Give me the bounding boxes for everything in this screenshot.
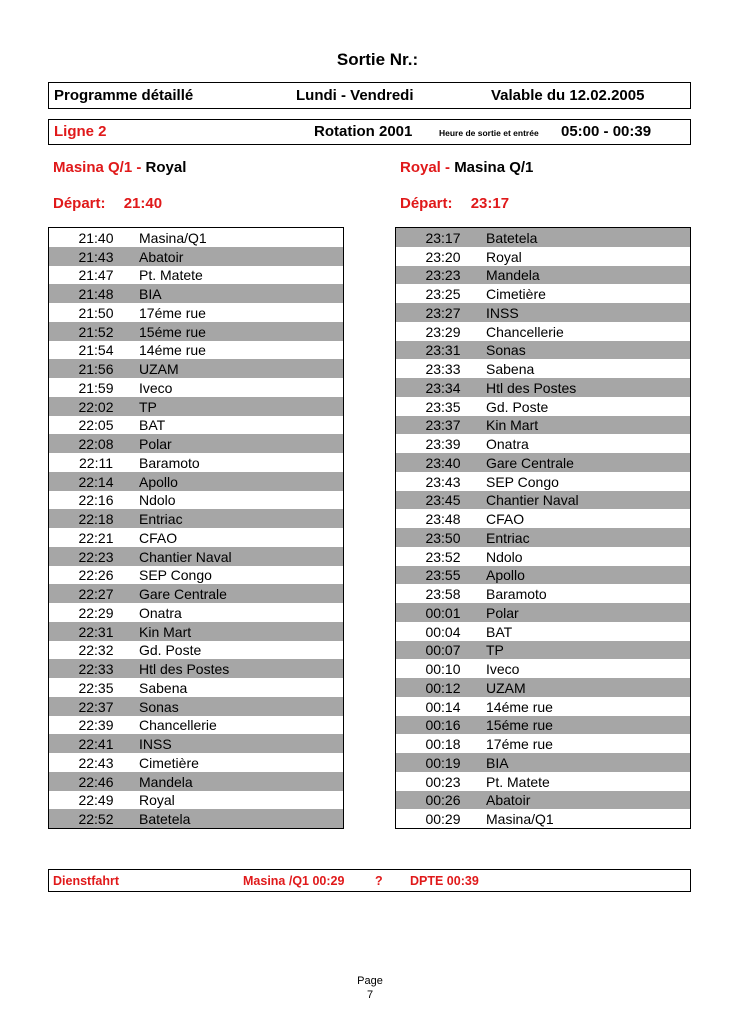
time-cell: 21:40	[78, 229, 114, 246]
time-cell: 23:34	[396, 378, 479, 397]
stop-cell: Entriac	[478, 528, 691, 547]
stop-cell: Iveco	[486, 661, 520, 677]
time-cell: 22:11	[79, 454, 113, 471]
table-row	[396, 284, 691, 303]
time-cell: 22:18	[49, 509, 132, 528]
table-row	[49, 734, 344, 753]
time-cell: 22:33	[49, 659, 132, 678]
table-row	[49, 453, 344, 472]
time-cell: 00:19	[396, 753, 479, 772]
right-depart-label: Départ:	[400, 195, 453, 212]
time-cell: 23:27	[396, 303, 479, 322]
programme-label: Programme détaillé	[54, 87, 194, 104]
table-row	[49, 247, 344, 266]
table-row	[396, 641, 691, 660]
stop-cell: Iveco	[139, 379, 173, 396]
left-route-title	[53, 159, 186, 176]
table-row	[49, 228, 344, 247]
stop-cell: Masina/Q1	[139, 229, 207, 246]
table-row	[396, 678, 691, 697]
table-row	[49, 678, 344, 697]
time-cell: 23:25	[425, 286, 461, 302]
time-cell: 00:14	[425, 698, 461, 715]
stop-cell: Gd. Poste	[139, 642, 202, 659]
table-row	[396, 659, 691, 678]
time-cell: 22:49	[78, 792, 114, 809]
time-cell: 22:02	[49, 397, 132, 416]
stop-cell: Ndolo	[486, 548, 523, 565]
stop-cell: TP	[131, 397, 344, 416]
programme-header	[48, 82, 691, 109]
time-cell: 22:21	[78, 529, 114, 546]
table-row	[396, 547, 691, 566]
left-route-to: Royal	[145, 159, 187, 176]
time-cell: 23:35	[425, 398, 461, 415]
table-row	[396, 772, 691, 791]
stop-cell: Cimetière	[139, 754, 199, 771]
time-cell: 21:56	[49, 359, 132, 378]
stop-cell: CFAO	[486, 511, 525, 527]
time-cell: 00:04	[425, 623, 461, 640]
dienstfahrt-footer	[48, 869, 691, 892]
time-cell: 22:05	[78, 417, 114, 434]
stop-cell: Kin Mart	[478, 416, 691, 435]
stop-cell: Sabena	[139, 679, 188, 696]
stop-cell: 17éme rue	[139, 304, 206, 321]
stop-cell: Htl des Postes	[478, 378, 691, 397]
time-cell: 23:39	[425, 436, 461, 452]
time-cell: 22:32	[78, 642, 114, 659]
time-cell: 00:12	[396, 678, 479, 697]
stop-cell: 15éme rue	[478, 716, 691, 735]
rotation-label: Rotation 2001	[314, 123, 413, 140]
table-row	[49, 584, 344, 603]
table-row	[396, 734, 691, 753]
page-label: Page	[357, 975, 383, 987]
time-cell: 00:26	[396, 791, 479, 810]
stop-cell: 15éme rue	[131, 322, 344, 341]
stop-cell: Baramoto	[139, 454, 200, 471]
table-row	[396, 228, 691, 247]
table-row	[396, 809, 691, 828]
stop-cell: Chantier Naval	[131, 547, 344, 566]
table-row	[49, 659, 344, 678]
stop-cell: Sonas	[478, 341, 691, 360]
stop-cell: BIA	[478, 753, 691, 772]
table-row	[396, 753, 691, 772]
time-cell: 22:16	[78, 492, 114, 509]
stop-cell: Polar	[478, 603, 691, 622]
table-row	[396, 266, 691, 285]
stop-cell: Kin Mart	[131, 622, 344, 641]
table-row	[396, 566, 691, 585]
valid-label: Valable du 12.02.2005	[491, 87, 645, 104]
table-row	[396, 472, 691, 491]
stop-cell: Gare Centrale	[131, 584, 344, 603]
right-route-from: Royal -	[400, 159, 451, 176]
time-cell: 22:08	[49, 434, 132, 453]
dienstfahrt-mark: ?	[375, 874, 383, 888]
stop-cell: INSS	[131, 734, 344, 753]
time-cell: 22:31	[49, 622, 132, 641]
table-row	[49, 603, 344, 622]
time-cell: 00:29	[425, 811, 461, 827]
stop-cell: Abatoir	[131, 247, 344, 266]
stop-cell: Polar	[131, 434, 344, 453]
table-row	[49, 434, 344, 453]
table-row	[396, 378, 691, 397]
time-cell: 23:29	[425, 323, 461, 340]
stop-cell: 17éme rue	[486, 736, 553, 752]
table-row	[396, 359, 691, 378]
time-cell: 00:01	[396, 603, 479, 622]
time-cell: 21:52	[49, 322, 132, 341]
time-cell: 22:43	[78, 754, 114, 771]
table-row	[49, 284, 344, 303]
time-cell: 22:52	[49, 809, 132, 828]
time-cell: 00:18	[425, 736, 461, 752]
table-row	[396, 491, 691, 510]
left-depart-time: 21:40	[123, 195, 163, 212]
hours-label: Heure de sortie et entrée	[439, 128, 539, 138]
dienstfahrt-dpte: DPTE 00:39	[410, 874, 479, 888]
right-timetable	[395, 227, 691, 829]
table-row	[396, 697, 691, 716]
time-cell: 21:50	[78, 304, 114, 321]
stop-cell: Entriac	[131, 509, 344, 528]
right-depart-time: 23:17	[470, 195, 510, 212]
table-row	[49, 697, 344, 716]
left-route-from: Masina Q/1 -	[53, 159, 142, 176]
stop-cell: Mandela	[131, 772, 344, 791]
time-cell: 22:14	[49, 472, 132, 491]
time-cell: 00:07	[396, 641, 479, 660]
stop-cell: BAT	[139, 417, 166, 434]
time-cell: 23:50	[396, 528, 479, 547]
stop-cell: Sabena	[486, 361, 535, 377]
stop-cell: Royal	[139, 792, 175, 809]
stop-cell: Onatra	[139, 604, 182, 621]
table-row	[396, 584, 691, 603]
stop-cell: Batetela	[131, 809, 344, 828]
table-row	[49, 266, 344, 285]
table-row	[49, 716, 344, 735]
table-row	[49, 322, 344, 341]
table-row	[396, 247, 691, 266]
table-row	[396, 716, 691, 735]
stop-cell: Sonas	[131, 697, 344, 716]
stop-cell: 14éme rue	[486, 698, 553, 715]
time-cell: 23:31	[396, 341, 479, 360]
time-cell: 22:23	[49, 547, 132, 566]
table-row	[49, 622, 344, 641]
table-row	[49, 303, 344, 322]
stop-cell: INSS	[478, 303, 691, 322]
stop-cell: Mandela	[478, 266, 691, 285]
table-row	[396, 434, 691, 453]
dienstfahrt-label: Dienstfahrt	[53, 874, 119, 888]
stop-cell: BIA	[131, 284, 344, 303]
table-row	[396, 622, 691, 641]
stop-cell: Chantier Naval	[478, 491, 691, 510]
table-row	[396, 303, 691, 322]
stop-cell: Masina/Q1	[486, 811, 554, 827]
table-row	[396, 791, 691, 810]
stop-cell: 14éme rue	[139, 342, 206, 359]
stop-cell: Baramoto	[486, 586, 547, 602]
table-row	[49, 791, 344, 810]
time-cell: 22:46	[49, 772, 132, 791]
stop-cell: Chancellerie	[139, 717, 217, 734]
stop-cell: Pt. Matete	[486, 773, 550, 790]
time-cell: 23:17	[396, 228, 479, 247]
table-row	[49, 341, 344, 360]
time-cell: 23:48	[425, 511, 461, 527]
table-row	[49, 566, 344, 585]
stop-cell: Onatra	[486, 436, 529, 452]
table-row	[396, 397, 691, 416]
time-cell: 23:52	[425, 548, 461, 565]
left-timetable	[48, 227, 344, 829]
hours-value: 05:00 - 00:39	[561, 123, 652, 140]
time-cell: 22:29	[78, 604, 114, 621]
stop-cell: BAT	[486, 623, 513, 640]
stop-cell: TP	[478, 641, 691, 660]
time-cell: 23:55	[396, 566, 479, 585]
time-cell: 22:27	[49, 584, 132, 603]
table-row	[49, 472, 344, 491]
time-cell: 21:48	[49, 284, 132, 303]
line-header	[48, 119, 691, 145]
time-cell: 23:37	[396, 416, 479, 435]
time-cell: 21:43	[49, 247, 132, 266]
time-cell: 23:43	[425, 473, 461, 490]
table-row	[396, 322, 691, 341]
table-row	[49, 397, 344, 416]
stop-cell: CFAO	[139, 529, 178, 546]
stop-cell: Htl des Postes	[131, 659, 344, 678]
time-cell: 00:10	[425, 661, 461, 677]
stop-cell: Chancellerie	[486, 323, 564, 340]
table-row	[49, 359, 344, 378]
table-row	[49, 547, 344, 566]
table-row	[396, 341, 691, 360]
table-row	[396, 453, 691, 472]
time-cell: 21:47	[78, 267, 114, 284]
stop-cell: Apollo	[131, 472, 344, 491]
stop-cell: Abatoir	[478, 791, 691, 810]
time-cell: 00:16	[396, 716, 479, 735]
line-label: Ligne 2	[54, 123, 107, 140]
table-row	[49, 491, 344, 510]
stop-cell: Royal	[486, 248, 522, 265]
stop-cell: Gare Centrale	[478, 453, 691, 472]
stop-cell: Apollo	[478, 566, 691, 585]
table-row	[396, 509, 691, 528]
table-row	[396, 603, 691, 622]
time-cell: 23:45	[396, 491, 479, 510]
table-row	[49, 416, 344, 435]
time-cell: 23:33	[425, 361, 461, 377]
right-route-title	[400, 159, 533, 176]
stop-cell: SEP Congo	[139, 567, 212, 584]
days-label: Lundi - Vendredi	[296, 87, 414, 104]
table-row	[49, 641, 344, 660]
time-cell: 21:54	[78, 342, 114, 359]
time-cell: 23:58	[425, 586, 461, 602]
right-route-to: Masina Q/1	[454, 159, 534, 176]
stop-cell: UZAM	[478, 678, 691, 697]
time-cell: 22:35	[78, 679, 114, 696]
table-row	[49, 809, 344, 828]
table-row	[396, 528, 691, 547]
stop-cell: UZAM	[131, 359, 344, 378]
table-row	[396, 416, 691, 435]
left-depart-label: Départ:	[53, 195, 106, 212]
time-cell: 23:23	[396, 266, 479, 285]
left-depart	[53, 195, 162, 212]
time-cell: 22:37	[49, 697, 132, 716]
table-row	[49, 509, 344, 528]
stop-cell: Cimetière	[486, 286, 546, 302]
time-cell: 22:39	[78, 717, 114, 734]
page-title: Sortie Nr.:	[336, 50, 419, 69]
table-row	[49, 772, 344, 791]
dienstfahrt-route: Masina /Q1 00:29	[243, 874, 345, 888]
table-row	[49, 378, 344, 397]
stop-cell: Pt. Matete	[139, 267, 203, 284]
stop-cell: Batetela	[478, 228, 691, 247]
stop-cell: SEP Congo	[486, 473, 559, 490]
time-cell: 00:23	[425, 773, 461, 790]
table-row	[49, 753, 344, 772]
time-cell: 22:41	[49, 734, 132, 753]
page-number: 7	[366, 989, 374, 1001]
right-depart	[400, 195, 509, 212]
time-cell: 23:20	[425, 248, 461, 265]
stop-cell: Gd. Poste	[486, 398, 549, 415]
time-cell: 21:59	[78, 379, 114, 396]
time-cell: 22:26	[78, 567, 114, 584]
time-cell: 23:40	[396, 453, 479, 472]
stop-cell: Ndolo	[139, 492, 176, 509]
table-row	[49, 528, 344, 547]
